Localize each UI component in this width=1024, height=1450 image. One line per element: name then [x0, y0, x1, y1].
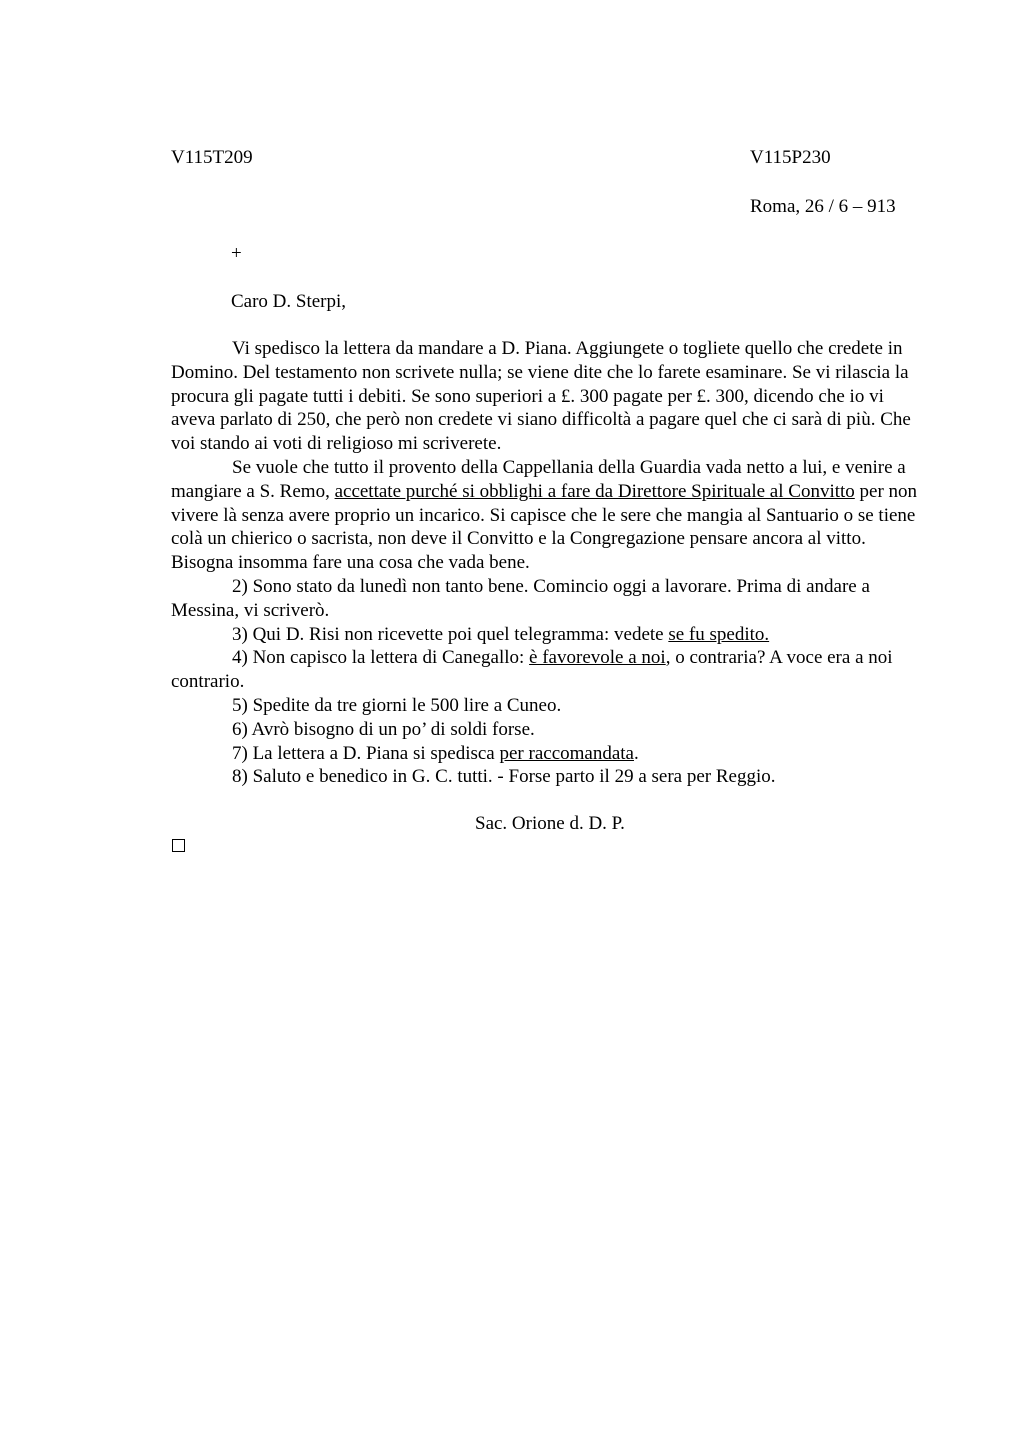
paragraph-item-2: 2) Sono stato da lunedì non tanto bene. Comincio oggi a lavorare. Prima di andare a Messina, vi scriverò. — [171, 575, 870, 621]
paragraph-item-4: 4) Non capisco la lettera di Canegallo: è favorevole a noi, o contraria? A voce era a noi contrario. — [171, 647, 893, 693]
underlined-text: se fu spedito. — [668, 623, 770, 645]
signature: Sac. Orione d. D. P. — [475, 813, 625, 834]
underlined-text: è favorevole a noi — [529, 647, 666, 669]
paragraph-item-3: 3) Qui D. Risi non ricevette poi quel telegramma: vedete se fu spedito. — [232, 623, 770, 645]
letter-body — [171, 337, 931, 789]
document-code-left: V115T209 — [171, 147, 253, 168]
salutation: Caro D. Sterpi, — [231, 291, 347, 312]
paragraph-2: Se vuole che tutto il provento della Cappellania della Guardia vada netto a lui, e venire a mangiare a S. Remo, accettate purché si obblighi a fare da Direttore Spirituale al Convitto per non vivere là senza avere proprio un incarico. Si capisce che le sere che mangia al Santuario o se tiene colà un chierico o sacrista, non deve il Convitto e la Congregazione pensare ancora al vitto. Bisogna insomma fare una cosa che vada bene. — [171, 456, 918, 574]
paragraph-1: Vi spedisco la lettera da mandare a D. Piana. Aggiungete o togliete quello che credete in Domino. Del testamento non scrivete nulla; se viene dite che lo farete esaminare. Se vi rilascia la procura gli pagate tutti i debiti. Se sono superiori a £. 300 pagate per £. 300, dicendo che io vi aveva parlato di 250, che però non credete vi siano difficoltà a pagare quel che ci sarà di più. Che voi stando ai voti di religioso mi scriverete. — [171, 338, 911, 455]
letter-date: Roma, 26 / 6 – 913 — [750, 196, 896, 217]
underlined-text: accettate purché si obblighi a fare da Direttore Spirituale al Convitto — [334, 480, 855, 502]
paragraph-item-5: 5) Spedite da tre giorni le 500 lire a Cuneo. — [232, 694, 562, 716]
end-box-icon — [172, 839, 185, 852]
document-code-right: V115P230 — [750, 147, 831, 168]
paragraph-item-7: 7) La lettera a D. Piana si spedisca per raccomandata. — [232, 742, 639, 764]
paragraph-item-6: 6) Avrò bisogno di un po’ di soldi forse. — [232, 718, 535, 740]
cross-symbol: + — [231, 243, 242, 264]
paragraph-item-8: 8) Saluto e benedico in G. C. tutti. - Forse parto il 29 a sera per Reggio. — [232, 766, 776, 788]
underlined-text: per raccomandata — [499, 742, 634, 764]
